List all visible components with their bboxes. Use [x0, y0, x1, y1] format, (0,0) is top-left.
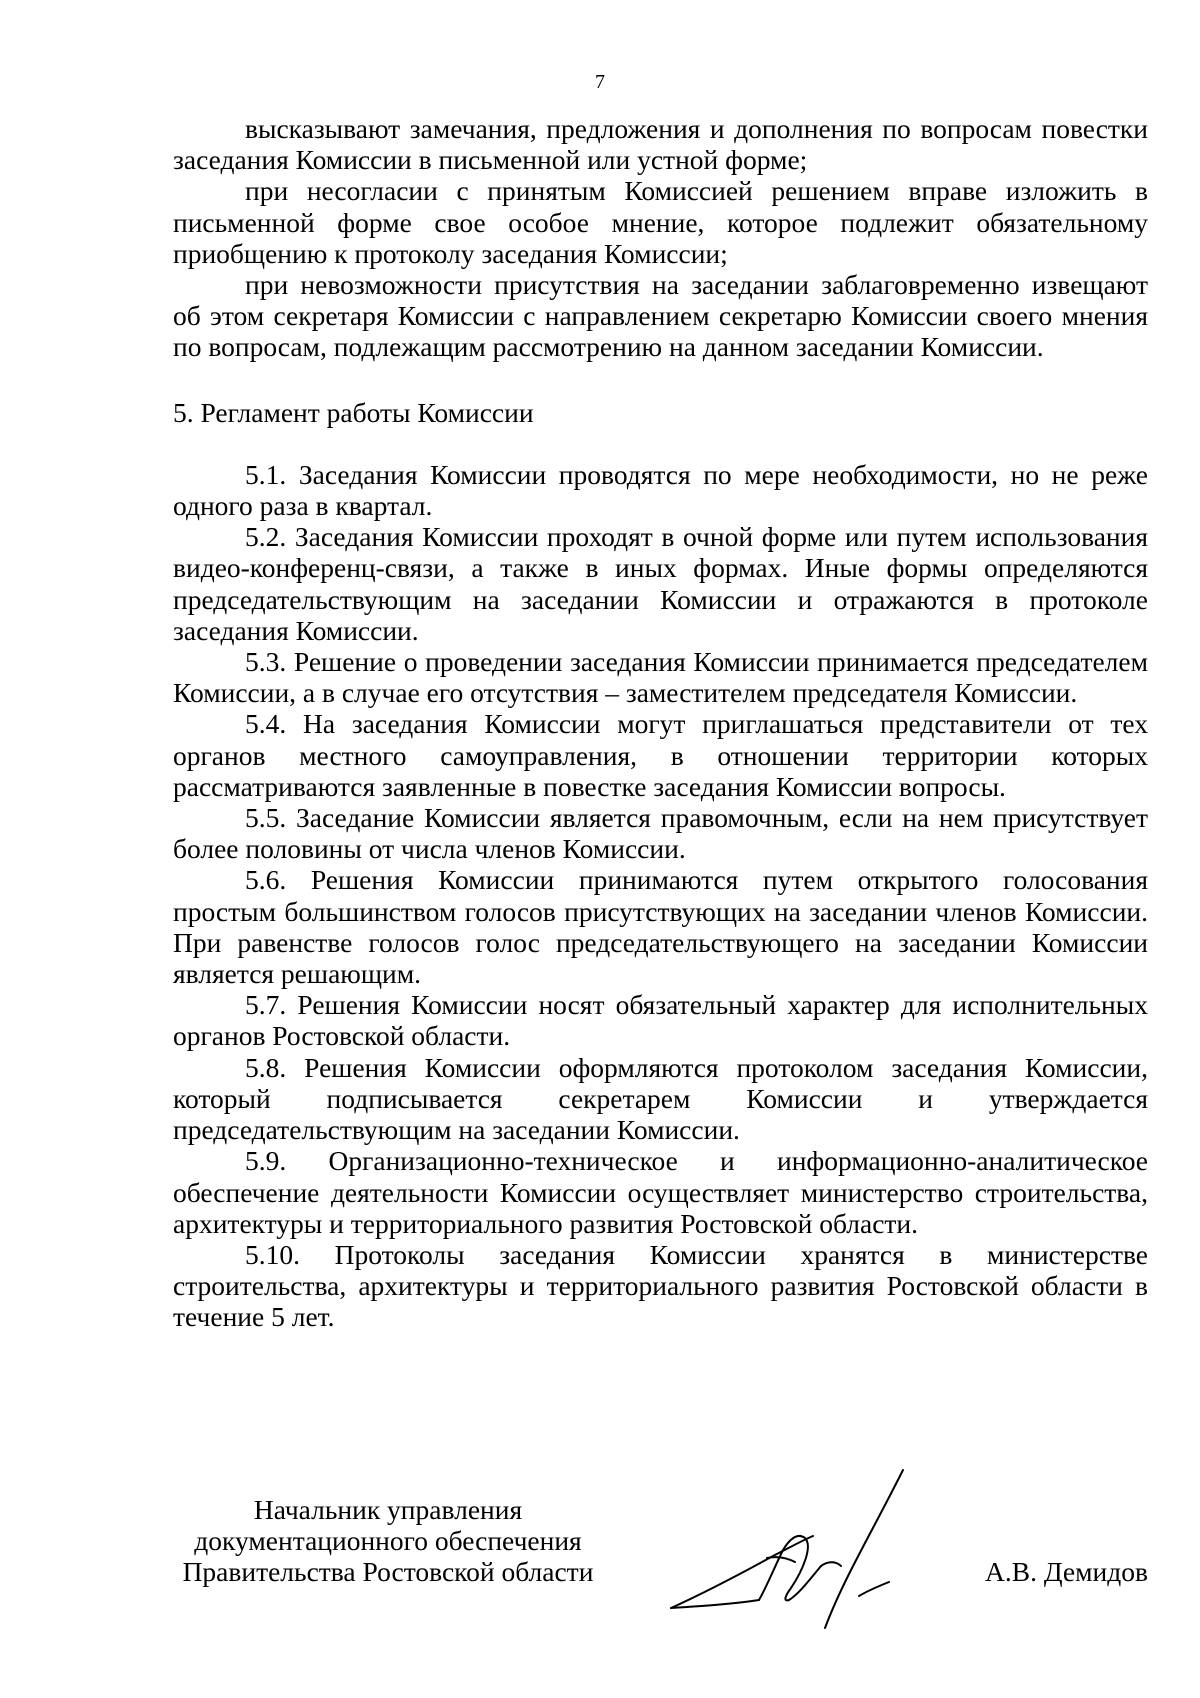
clause-5-9: 5.9. Организационно-техническое и информационно-аналитическое обеспечение деятельности Комиссии осуществляет министерство строительства, архитектуры и территориального развития Ростовской области.: [173, 1145, 1148, 1239]
handwritten-signature-icon: [663, 1466, 923, 1636]
paragraph-remarks: высказывают замечания, предложения и дополнения по вопросам повестки заседания Комиссии в письменной или устной форме;: [173, 113, 1148, 176]
paragraph-absence: при невозможности присутствия на заседании заблаговременно извещают об этом секретаря Комиссии с направлением секретарю Комиссии своего мнения по вопросам, подлежащим рассмотрению на данном заседании Комиссии.: [173, 269, 1148, 363]
clause-5-8: 5.8. Решения Комиссии оформляются протоколом заседания Комиссии, который подписывается секретарем Комиссии и утверждается председательствующим на заседании Комиссии.: [173, 1051, 1148, 1146]
clause-5-10: 5.10. Протоколы заседания Комиссии хранятся в министерстве строительства, архитектуры и территориального развития Ростовской области в течение 5 лет.: [173, 1238, 1148, 1333]
document-body: [173, 113, 1148, 1333]
clause-5-1: 5.1. Заседания Комиссии проводятся по мере необходимости, но не реже одного раза в квартал.: [173, 458, 1148, 522]
page-number: 7: [595, 71, 605, 93]
signatory-position-line-2: документационного обеспечения: [194, 1525, 582, 1557]
clause-5-3: 5.3. Решение о проведении заседания Комиссии принимается председателем Комиссии, а в случае его отсутствия – заместителем председателя Комиссии.: [173, 646, 1148, 709]
signatory-position-line-3: Правительства Ростовской области: [182, 1556, 594, 1588]
signature-block: [173, 1494, 1148, 1654]
section-title: 5. Регламент работы Комиссии: [173, 396, 534, 428]
clause-5-4: 5.4. На заседания Комиссии могут приглашаться представители от тех органов местного самоуправления, в отношении территории которых рассматриваются заявленные в повестке заседания Комиссии вопросы.: [173, 708, 1148, 802]
signatory-position: [173, 1494, 603, 1588]
clause-5-6: 5.6. Решения Комиссии принимаются путем открытого голосования простым большинством голосов присутствующих на заседании членов Комиссии. При равенстве голосов голос председательствующего на заседании Комиссии является решающим.: [173, 864, 1148, 990]
signatory-position-line-1: Начальник управления: [253, 1494, 523, 1525]
paragraph-dissent: при несогласии с принятым Комиссией решением вправе изложить в письменной форме свое особое мнение, которое подлежит обязательному приобщению к протоколу заседания Комиссии;: [173, 175, 1148, 269]
clause-5-5: 5.5. Заседание Комиссии является правомочным, если на нем присутствует более половины от числа членов Комиссии.: [173, 802, 1148, 865]
clause-5-7: 5.7. Решения Комиссии носят обязательный характер для исполнительных органов Ростовской области.: [173, 989, 1148, 1052]
signatory-name: А.В. Демидов: [985, 1556, 1148, 1587]
clause-5-2: 5.2. Заседания Комиссии проходят в очной форме или путем использования видео-конференц-связи, а также в иных формах. Иные формы определяются председательствующим на заседании Комиссии и отражаются в протоколе заседания Комиссии.: [173, 521, 1148, 646]
